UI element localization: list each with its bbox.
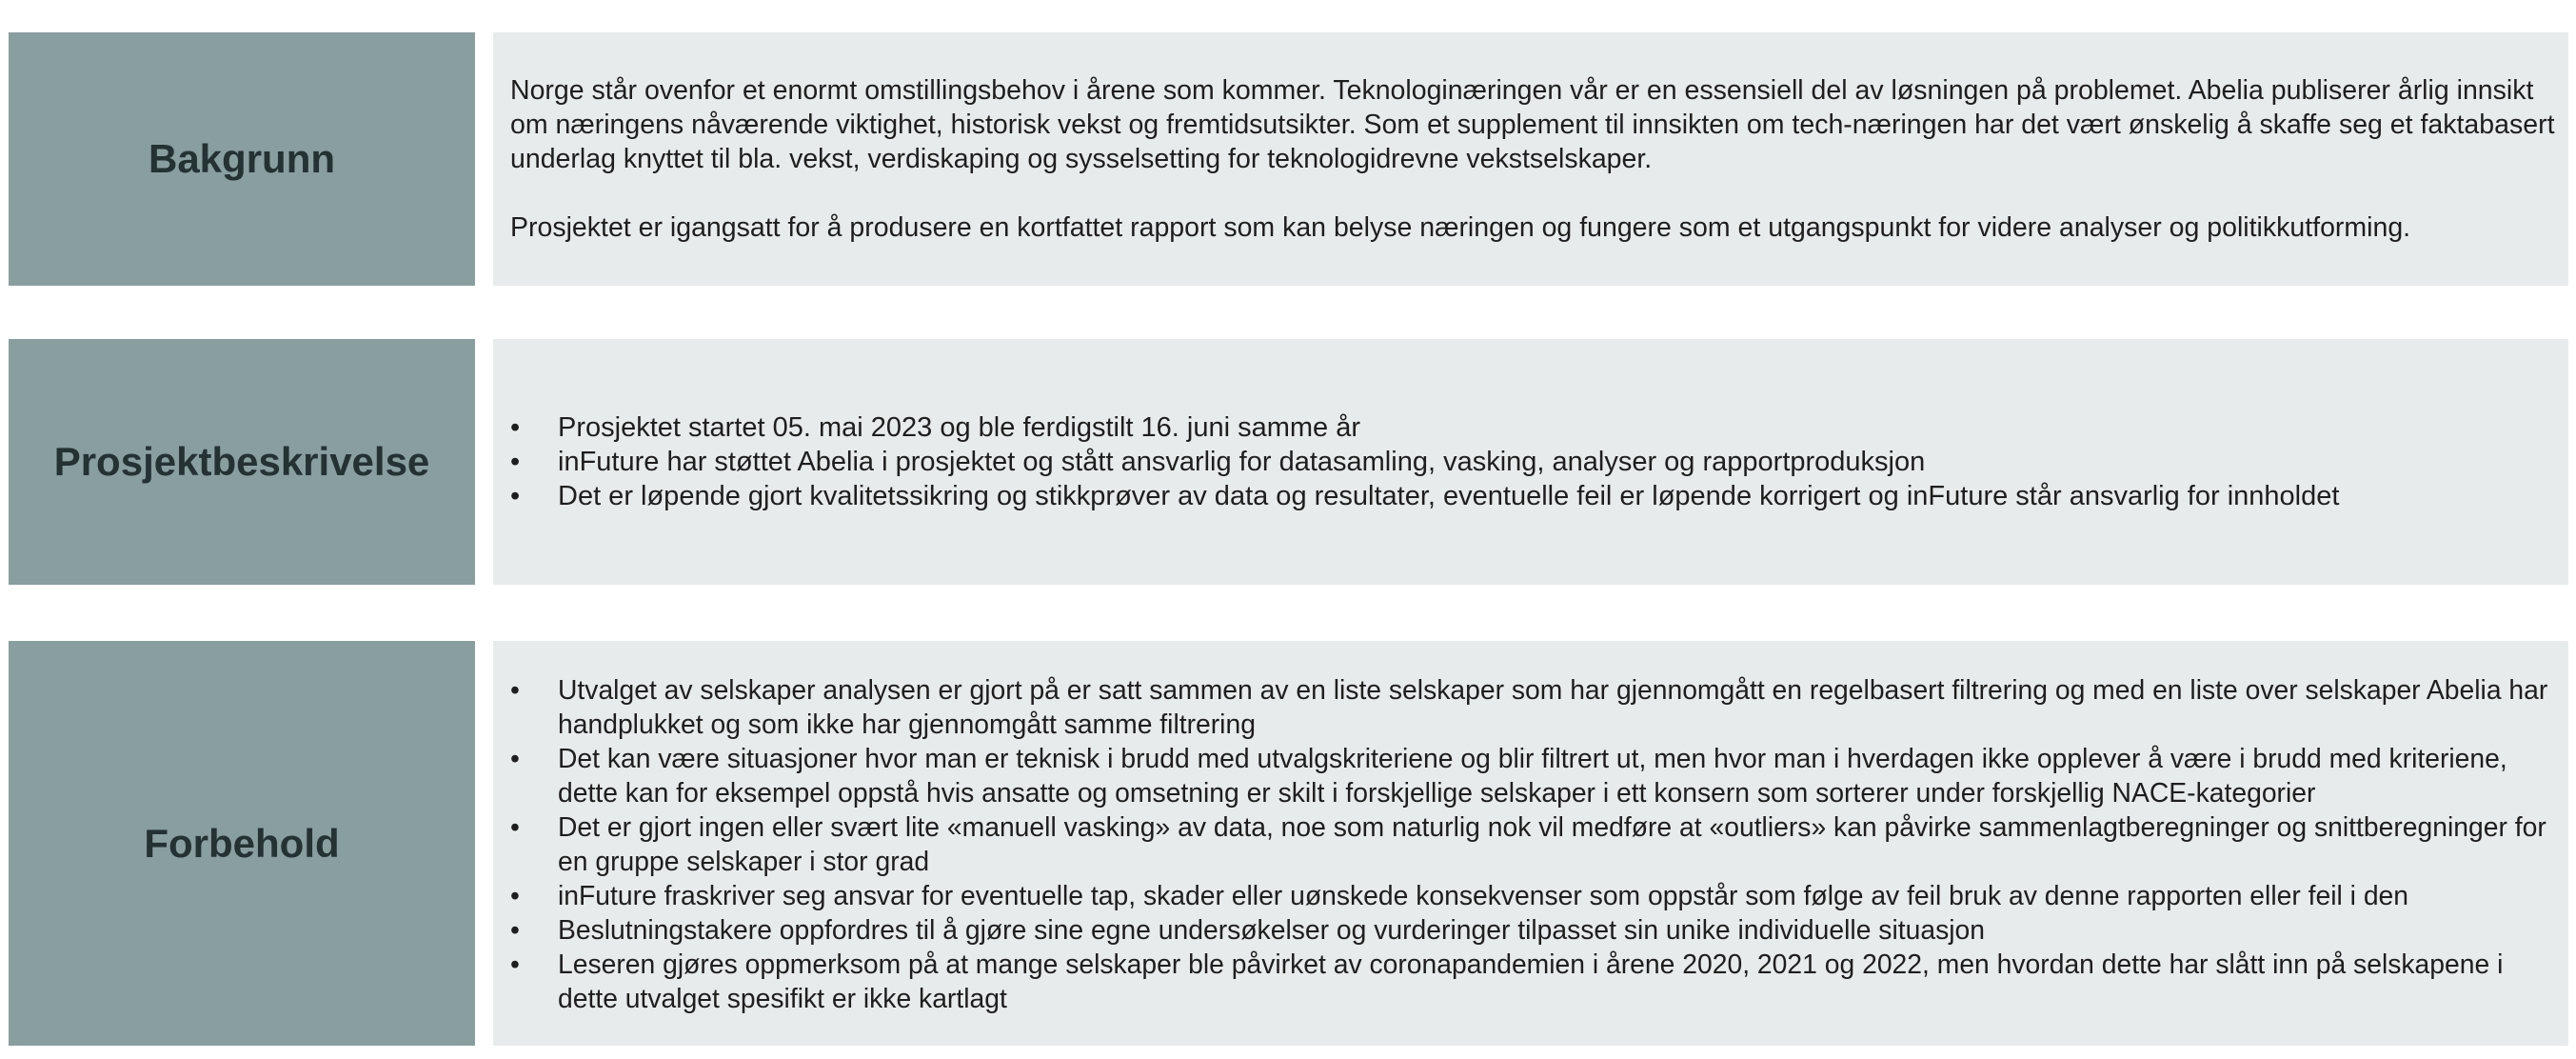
- section-content: [493, 339, 2568, 585]
- list-item: • Det er gjort ingen eller svært lite «manuell vasking» av data, noe som naturlig nok vil medføre at «outliers» kan påvirke sammenlagtberegninger og snittberegninger for en gruppe selskaper i stor grad: [510, 809, 2557, 878]
- list-item: • Leseren gjøres oppmerksom på at mange selskaper ble påvirket av coronapandemien i årene 2020, 2021 og 2022, men hvordan dette har slått inn på selskapene i dette utvalget spesifikt er ikke kartlagt: [510, 947, 2557, 1015]
- list-item: • Utvalget av selskaper analysen er gjort på er satt sammen av en liste selskaper som har gjennomgått en regelbasert filtrering og med en liste over selskaper Abelia har handplukket og som ikke har gjennomgått samme filtrering: [510, 672, 2557, 741]
- section-content: [493, 32, 2568, 286]
- bullet-list: [501, 672, 2557, 1015]
- list-item: • Prosjektet startet 05. mai 2023 og ble ferdigstilt 16. juni samme år: [510, 410, 2557, 445]
- list-item: • inFuture fraskriver seg ansvar for eventuelle tap, skader eller uønskede konsekvenser som oppstår som følge av feil bruk av denne rapporten eller feil i den: [510, 878, 2557, 912]
- section-forbehold: [0, 641, 2576, 1046]
- list-item: • Beslutningstakere oppfordres til å gjøre sine egne undersøkelser og vurderinger tilpasset sin unike individuelle situasjon: [510, 912, 2557, 947]
- paragraph: Prosjektet er igangsatt for å produsere en kortfattet rapport som kan belyse næringen og fungere som et utgangspunkt for videre analyser og politikkutforming.: [510, 212, 2411, 243]
- section-label-box: [9, 32, 475, 286]
- section-label-box: [9, 641, 475, 1046]
- section-title: Bakgrunn: [148, 136, 335, 181]
- section-prosjektbeskrivelse: [0, 339, 2576, 585]
- section-title: Forbehold: [144, 820, 340, 866]
- list-item: • inFuture har støttet Abelia i prosjektet og stått ansvarlig for datasamling, vasking, analyser og rapportproduksjon: [510, 445, 2557, 479]
- section-label-box: [9, 339, 475, 585]
- section-bakgrunn: [0, 32, 2576, 286]
- section-title: Prosjektbeskrivelse: [53, 439, 430, 484]
- section-content: [493, 641, 2568, 1046]
- list-item: • Det kan være situasjoner hvor man er teknisk i brudd med utvalgskriteriene og blir filtrert ut, men hvor man i hverdagen ikke opplever å være i brudd med kriteriene, dette kan for eksempel oppstå hvis ansatte og omsetning er skilt i forskjellige selskaper i ett konsern som sorterer under forskjellig NACE-kategorier: [510, 741, 2557, 809]
- paragraph: Norge står ovenfor et enormt omstillingsbehov i årene som kommer. Teknologinæringen vår er en essensiell del av løsningen på problemet. Abelia publiserer årlig innsikt om næringens nåværende viktighet, historisk vekst og fremtidsutsikter. Som et supplement til innsikten om tech-næringen har det vært ønskelig å skaffe seg et faktabasert underlag knyttet til bla. vekst, verdiskaping og sysselsetting for teknologidrevne vekstselskaper.: [510, 75, 2555, 174]
- list-item: • Det er løpende gjort kvalitetssikring og stikkprøver av data og resultater, eventuelle feil er løpende korrigert og inFuture står ansvarlig for innholdet: [510, 479, 2557, 513]
- bullet-list: [501, 410, 2557, 513]
